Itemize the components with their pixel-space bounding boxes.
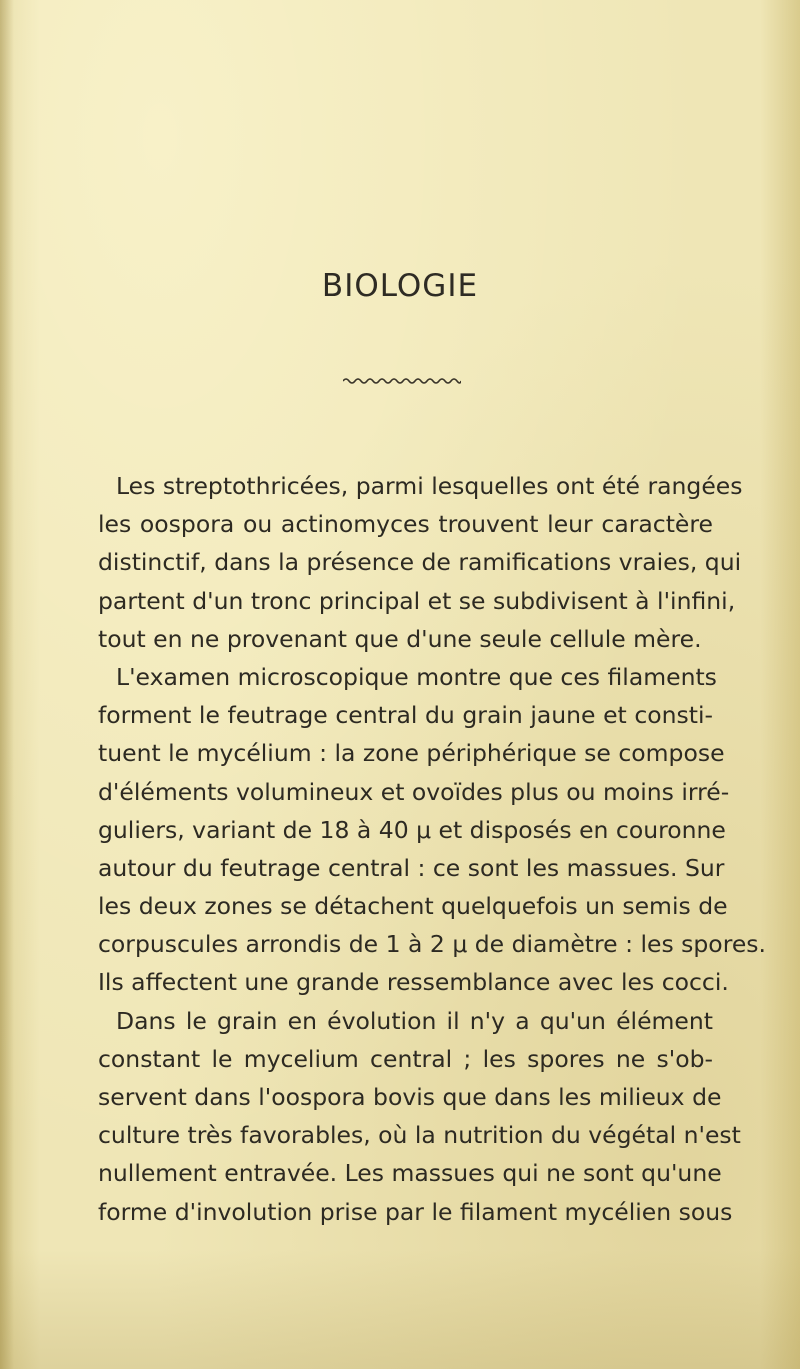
text-line: Les streptothricées, parmi lesquelles ont été rangées (116, 472, 743, 500)
text-line: tout en ne provenant que d'une seule cellule mère. (98, 624, 702, 653)
text-line: autour du feutrage central : ce sont les massues. Sur (98, 853, 725, 882)
wavy-rule-ornament (343, 376, 461, 386)
text-line: distinctif, dans la présence de ramifications vraies, qui (98, 548, 742, 577)
text-line: corpuscules arrondis de 1 à 2 μ de diamètre : les spores. (98, 930, 767, 959)
text-line: forme d'involution prise par le filament mycélien sous (98, 1197, 733, 1226)
text-line: tuent le mycélium : la zone périphérique se compose (98, 739, 725, 768)
text-line: forment le feutrage central du grain jaune et consti- (98, 701, 713, 730)
text-line: partent d'un tronc principal et se subdivisent à l'infini, (98, 586, 736, 615)
text-line: constant le mycelium central ; les spores ne s'ob- (98, 1044, 713, 1073)
text-line: guliers, variant de 18 à 40 μ et disposés en couronne (98, 815, 726, 844)
text-line: L'examen microscopique montre que ces filaments (116, 662, 717, 691)
page-edge-shadow (0, 0, 14, 1369)
body-text (98, 467, 767, 1231)
page-bottom-shade (0, 1249, 800, 1369)
text-line: Dans le grain en évolution il n'y a qu'un élément (116, 1006, 713, 1035)
text-line: d'éléments volumineux et ovoïdes plus ou moins irré- (98, 777, 730, 806)
text-line: Ils affectent une grande ressemblance avec les cocci. (98, 968, 729, 997)
page-heading: BIOLOGIE (321, 268, 479, 304)
text-line: les oospora ou actinomyces trouvent leur caractère (98, 510, 713, 539)
text-line: nullement entravée. Les massues qui ne sont qu'une (98, 1159, 722, 1188)
text-line: servent dans l'oospora bovis que dans les milieux de (98, 1083, 722, 1111)
text-line: les deux zones se détachent quelquefois un semis de (98, 892, 728, 921)
text-line: culture très favorables, où la nutrition du végétal n'est (98, 1121, 741, 1150)
